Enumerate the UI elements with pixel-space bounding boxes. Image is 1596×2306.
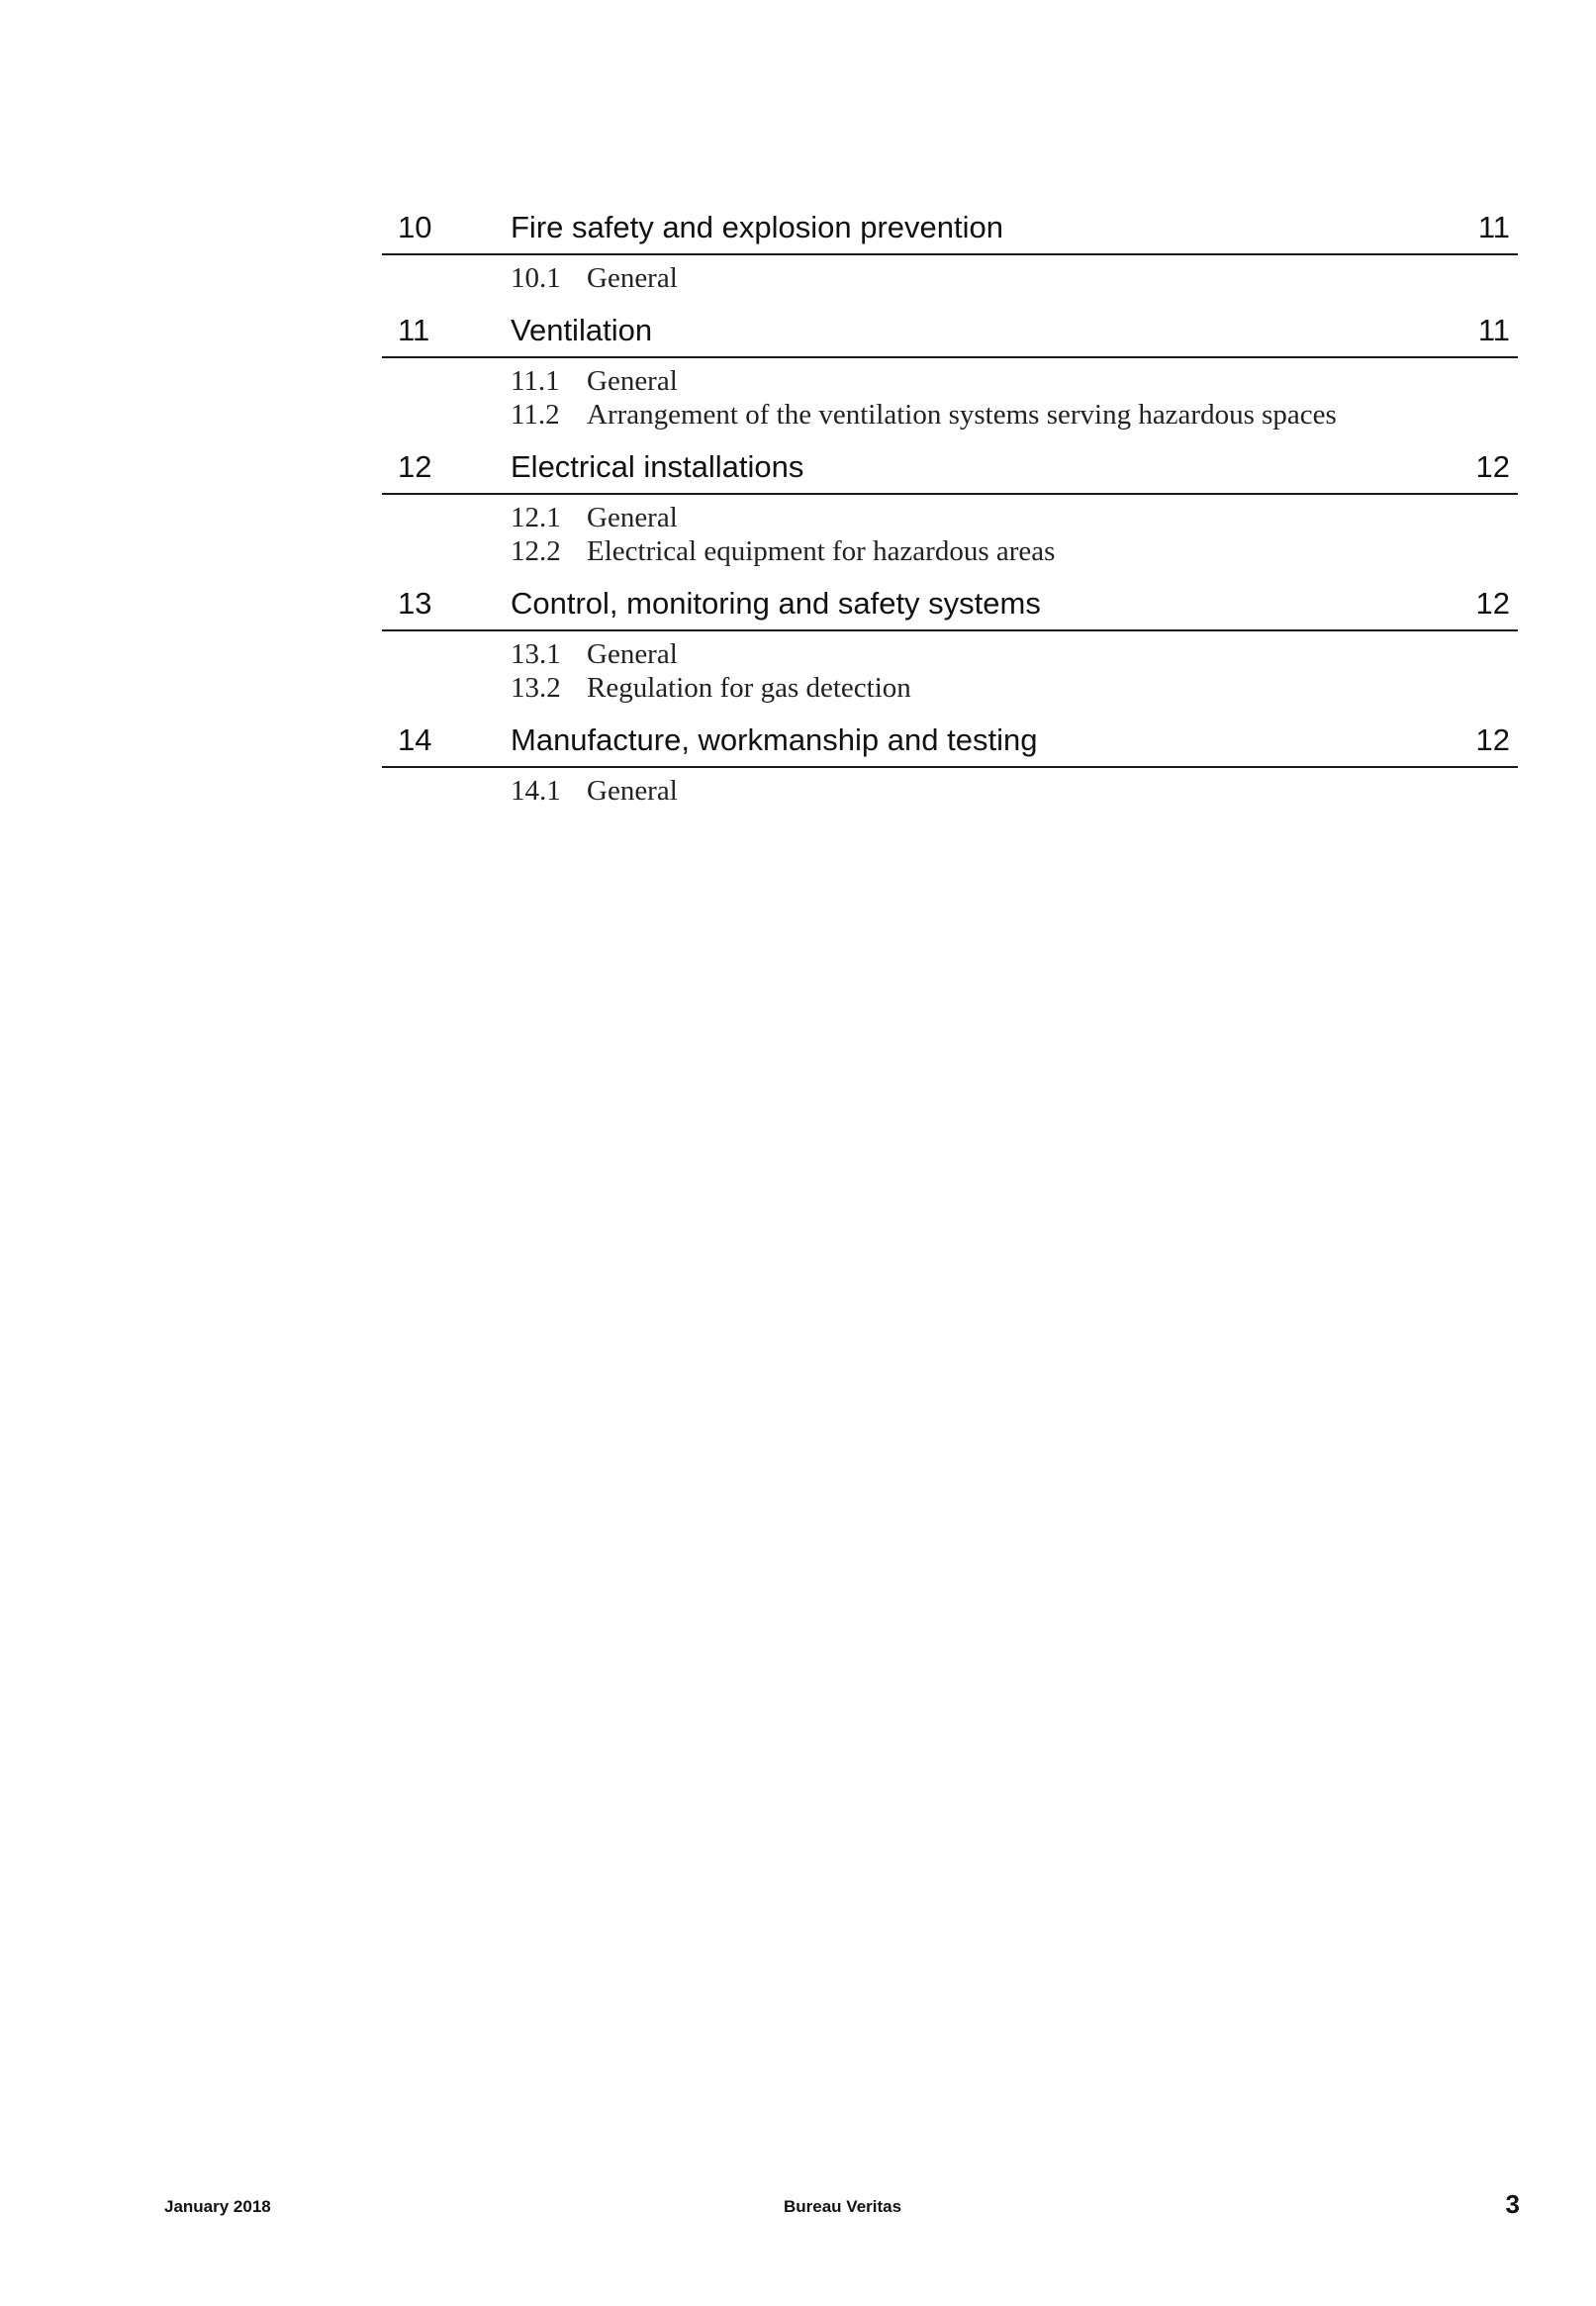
- section-page-number: 12: [1475, 722, 1510, 757]
- subsection-number: 11.2: [511, 399, 560, 431]
- toc-section-heading[interactable]: [382, 578, 1518, 631]
- toc-section-heading[interactable]: [382, 202, 1518, 255]
- toc-section-10: [382, 202, 1518, 305]
- toc-section-12: [382, 441, 1518, 578]
- subsection-title: Electrical equipment for hazardous areas: [587, 535, 1056, 567]
- section-page-number: 11: [1477, 313, 1510, 347]
- subsection-number: 14.1: [511, 775, 561, 807]
- subsection-title: General: [587, 262, 678, 294]
- subsection-list: [382, 631, 1518, 715]
- section-title: Electrical installations: [511, 449, 804, 484]
- toc-section-13: [382, 578, 1518, 715]
- subsection-list: [382, 358, 1518, 441]
- footer-publisher: Bureau Veritas: [784, 2197, 902, 2216]
- toc-subsection[interactable]: [382, 363, 1518, 397]
- toc-section-heading[interactable]: [382, 441, 1518, 495]
- section-page-number: 12: [1475, 586, 1510, 621]
- section-title: Fire safety and explosion prevention: [511, 210, 1004, 244]
- toc-section-11: [382, 305, 1518, 441]
- subsection-number: 12.1: [511, 502, 561, 533]
- toc-section-heading[interactable]: [382, 715, 1518, 768]
- toc-subsection[interactable]: [382, 260, 1518, 294]
- section-number: 14: [398, 722, 432, 757]
- subsection-number: 10.1: [511, 262, 561, 294]
- subsection-title: Regulation for gas detection: [587, 672, 911, 704]
- subsection-title: Arrangement of the ventilation systems serving hazardous spaces: [587, 399, 1337, 431]
- toc-section-14: [382, 715, 1518, 817]
- subsection-number: 13.1: [511, 638, 561, 670]
- subsection-title: General: [587, 775, 678, 807]
- section-title: Control, monitoring and safety systems: [511, 586, 1041, 621]
- subsection-list: [382, 495, 1518, 578]
- subsection-list: [382, 768, 1518, 817]
- section-number: 13: [398, 586, 432, 621]
- page-footer: [164, 2189, 1520, 2229]
- toc-subsection[interactable]: [382, 533, 1518, 567]
- toc-subsection[interactable]: [382, 397, 1518, 431]
- subsection-list: [382, 255, 1518, 305]
- toc-subsection[interactable]: [382, 670, 1518, 704]
- toc-section-heading[interactable]: [382, 305, 1518, 358]
- footer-date: January 2018: [164, 2197, 271, 2216]
- section-title: Manufacture, workmanship and testing: [511, 722, 1038, 757]
- table-of-contents: [382, 202, 1518, 817]
- subsection-title: General: [587, 638, 678, 670]
- section-number: 12: [398, 449, 432, 484]
- section-number: 11: [398, 313, 430, 347]
- subsection-number: 11.1: [511, 365, 560, 397]
- section-number: 10: [398, 210, 432, 244]
- subsection-number: 12.2: [511, 535, 561, 567]
- section-page-number: 12: [1475, 449, 1510, 484]
- section-title: Ventilation: [511, 313, 653, 347]
- subsection-title: General: [587, 502, 678, 533]
- toc-subsection[interactable]: [382, 500, 1518, 533]
- subsection-number: 13.2: [511, 672, 561, 704]
- section-page-number: 11: [1477, 210, 1510, 244]
- subsection-title: General: [587, 365, 678, 397]
- toc-subsection[interactable]: [382, 636, 1518, 670]
- toc-subsection[interactable]: [382, 773, 1518, 807]
- footer-page-number: 3: [1505, 2189, 1520, 2219]
